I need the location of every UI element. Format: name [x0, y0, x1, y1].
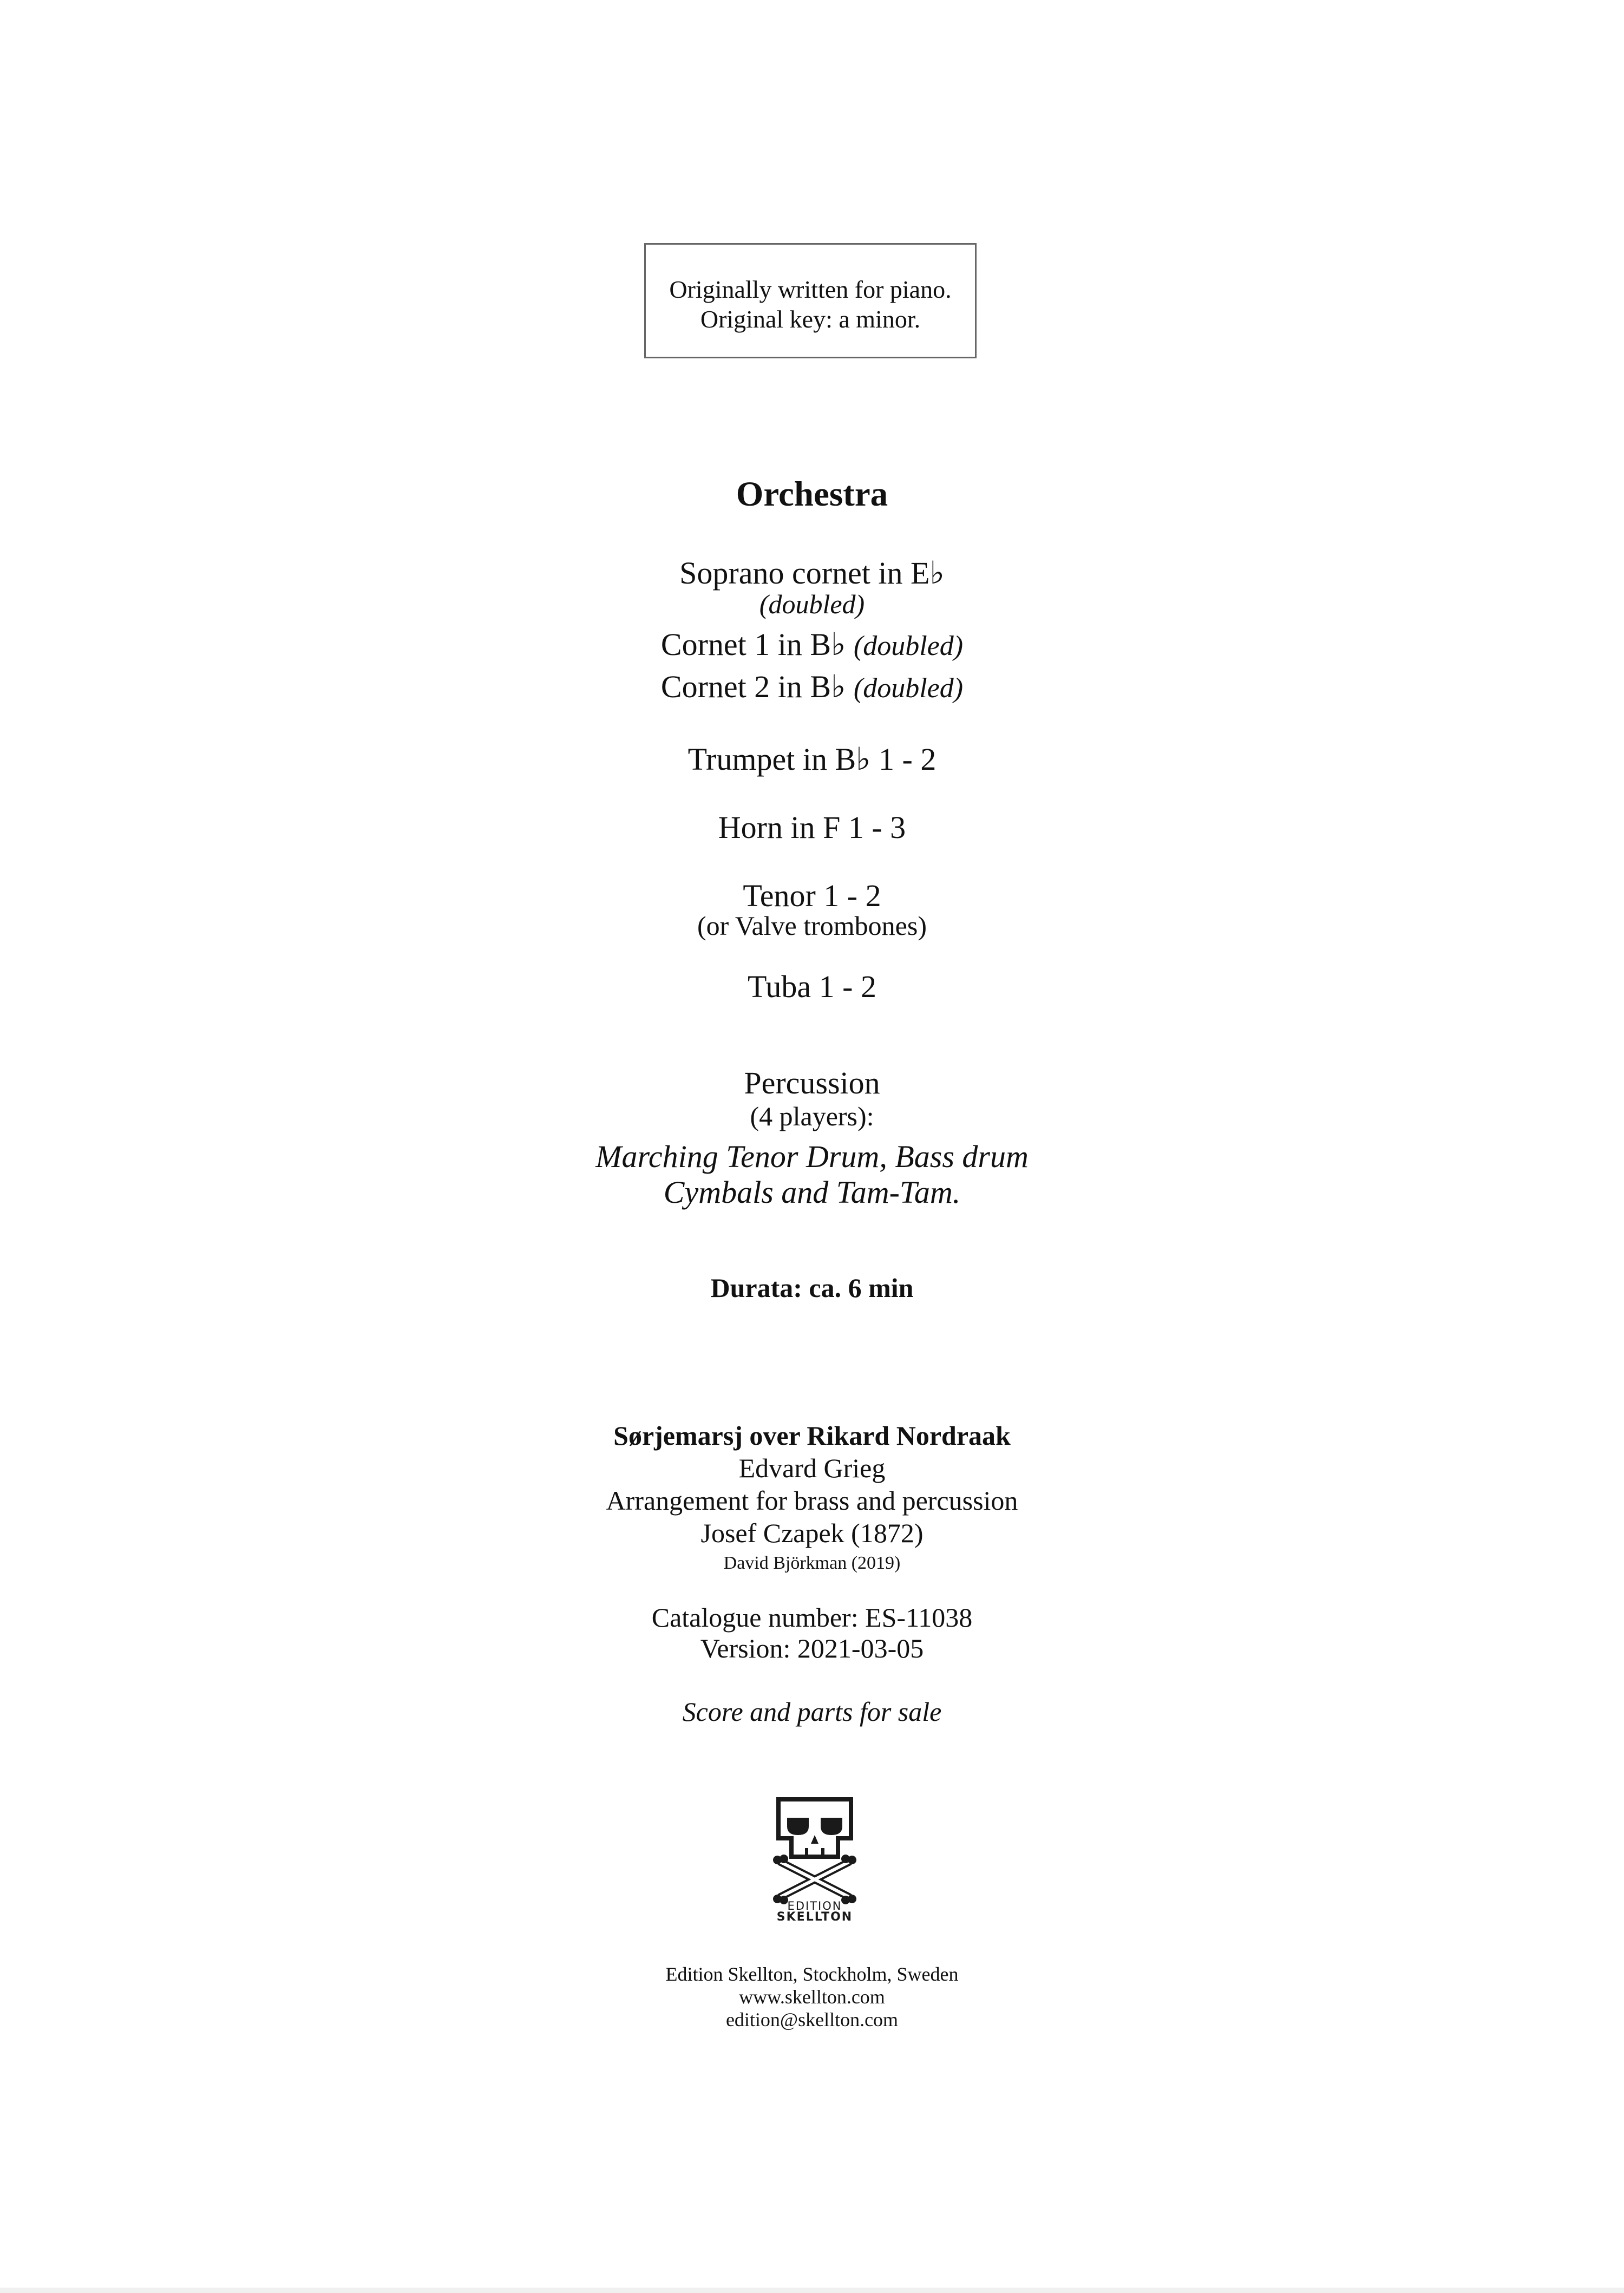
- duration: Durata: ca. 6 min: [710, 1273, 914, 1303]
- instrument-cornet-2: [0, 666, 1624, 710]
- logo-line-2: SKELLTON: [776, 1910, 853, 1921]
- original-note-box: [644, 243, 977, 358]
- cornet-1-label: Cornet 1 in B♭: [660, 627, 846, 662]
- catalogue-info: [0, 1602, 1624, 1664]
- percussion-heading: Percussion: [744, 1065, 880, 1100]
- cornet-2-label: Cornet 2 in B♭: [660, 669, 846, 704]
- orchestra-heading: Orchestra: [736, 475, 888, 514]
- skull-crossbones-logo: [769, 1796, 861, 1921]
- work-credits: [0, 1419, 1624, 1577]
- arrangement-description: Arrangement for brass and percussion: [606, 1485, 1018, 1516]
- percussion-instruments-1: Marching Tenor Drum, Bass drum: [595, 1139, 1029, 1174]
- work-title: Sørjemarsj over Rikard Nordraak: [613, 1420, 1011, 1451]
- sale-note: Score and parts for sale: [682, 1696, 942, 1727]
- publisher-website[interactable]: www.skellton.com: [739, 1986, 885, 2008]
- logo-line-1: EDITION: [787, 1899, 842, 1912]
- instrument-trumpet: Trumpet in B♭ 1 - 2: [687, 742, 937, 777]
- composer: Edvard Grieg: [738, 1453, 886, 1483]
- publisher-contact: [0, 1963, 1624, 2031]
- editor: David Björkman (2019): [723, 1553, 901, 1573]
- percussion-players: (4 players):: [750, 1101, 874, 1131]
- instrument-tuba: Tuba 1 - 2: [748, 969, 876, 1004]
- arranger: Josef Czapek (1872): [700, 1518, 924, 1548]
- catalogue-number: Catalogue number: ES-11038: [651, 1602, 973, 1633]
- instrument-soprano-note: (doubled): [759, 589, 865, 619]
- percussion-instruments-2: Cymbals and Tam-Tam.: [663, 1175, 961, 1210]
- instrument-tenor: Tenor 1 - 2: [743, 878, 881, 913]
- publisher-email[interactable]: edition@skellton.com: [725, 2009, 899, 2030]
- version: Version: 2021-03-05: [700, 1633, 924, 1663]
- note-line-1: Originally written for piano.: [669, 276, 952, 303]
- note-line-2: Original key: a minor.: [700, 305, 921, 333]
- instrument-cornet-1: [0, 624, 1624, 667]
- instrument-soprano-cornet: Soprano cornet in E♭: [679, 555, 945, 591]
- cornet-2-note: (doubled): [853, 673, 964, 704]
- page-bottom-edge: [0, 2288, 1624, 2293]
- publisher-address: Edition Skellton, Stockholm, Sweden: [665, 1963, 959, 1985]
- skull-crossbones-icon: [769, 1796, 861, 1921]
- cornet-1-note: (doubled): [853, 631, 964, 661]
- instrument-horn: Horn in F 1 - 3: [718, 810, 906, 845]
- instrument-tenor-note: (or Valve trombones): [697, 910, 927, 941]
